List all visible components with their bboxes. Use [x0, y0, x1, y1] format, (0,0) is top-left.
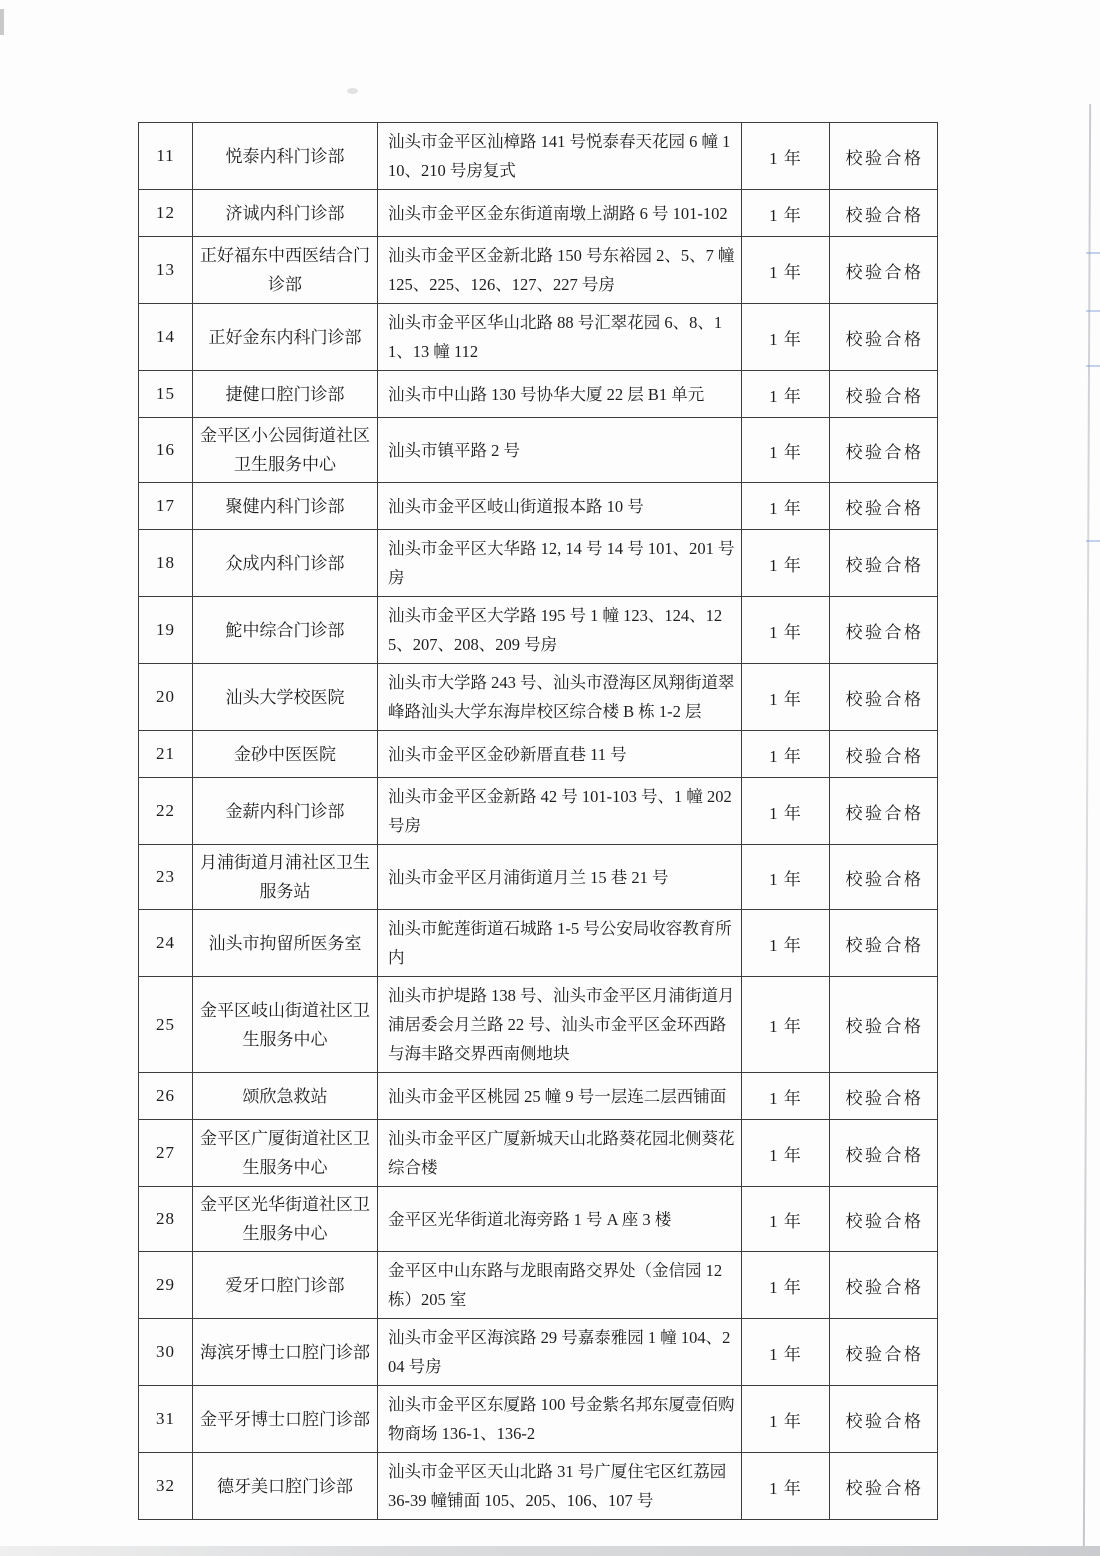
facility-address-cell: 汕头市金平区天山北路 31 号广厦住宅区红荔园 36-39 幢铺面 105、205、106、107 号 [378, 1453, 742, 1520]
row-index-cell: 16 [139, 418, 193, 483]
inspection-result-cell: 校验合格 [830, 778, 938, 845]
facility-address-cell: 汕头市金平区月浦街道月兰 15 巷 21 号 [378, 845, 742, 910]
row-index-cell: 14 [139, 304, 193, 371]
row-index-cell: 13 [139, 237, 193, 304]
facility-address-cell: 汕头市金平区金新路 42 号 101-103 号、1 幢 202 号房 [378, 778, 742, 845]
facility-name-cell: 德牙美口腔门诊部 [193, 1453, 378, 1520]
facility-address-cell: 汕头市金平区金砂新厝直巷 11 号 [378, 731, 742, 778]
inspection-result-cell: 校验合格 [830, 910, 938, 977]
inspection-result-cell: 校验合格 [830, 597, 938, 664]
facility-row [139, 1120, 938, 1187]
facility-row [139, 664, 938, 731]
inspection-period-cell: 1 年 [742, 1073, 830, 1120]
row-index-cell: 11 [139, 123, 193, 190]
facility-row [139, 597, 938, 664]
row-index-cell: 24 [139, 910, 193, 977]
inspection-result-cell: 校验合格 [830, 1453, 938, 1520]
facility-address-cell: 汕头市中山路 130 号协华大厦 22 层 B1 单元 [378, 371, 742, 418]
facility-row [139, 1073, 938, 1120]
facility-name-cell: 汕头大学校医院 [193, 664, 378, 731]
facility-address-cell: 汕头市鮀莲街道石城路 1-5 号公安局收容教育所内 [378, 910, 742, 977]
inspection-result-cell: 校验合格 [830, 483, 938, 530]
facility-address-cell: 汕头市金平区大华路 12, 14 号 14 号 101、201 号房 [378, 530, 742, 597]
inspection-result-cell: 校验合格 [830, 1252, 938, 1319]
facility-name-cell: 颂欣急救站 [193, 1073, 378, 1120]
inspection-result-cell: 校验合格 [830, 731, 938, 778]
inspection-period-cell: 1 年 [742, 597, 830, 664]
inspection-period-cell: 1 年 [742, 237, 830, 304]
facility-name-cell: 金薪内科门诊部 [193, 778, 378, 845]
inspection-result-cell: 校验合格 [830, 1073, 938, 1120]
row-index-cell: 17 [139, 483, 193, 530]
facility-row [139, 731, 938, 778]
inspection-period-cell: 1 年 [742, 778, 830, 845]
row-index-cell: 28 [139, 1187, 193, 1252]
facility-row [139, 304, 938, 371]
facility-row [139, 845, 938, 910]
facility-address-cell: 汕头市金平区大学路 195 号 1 幢 123、124、125、207、208、209 号房 [378, 597, 742, 664]
inspection-result-cell: 校验合格 [830, 1187, 938, 1252]
facility-name-cell: 众成内科门诊部 [193, 530, 378, 597]
inspection-period-cell: 1 年 [742, 731, 830, 778]
scan-artifact-left-edge [0, 9, 4, 35]
facility-address-cell: 汕头市金平区汕樟路 141 号悦泰春天花园 6 幢 110、210 号房复式 [378, 123, 742, 190]
row-index-cell: 31 [139, 1386, 193, 1453]
facility-row [139, 483, 938, 530]
facility-name-cell: 聚健内科门诊部 [193, 483, 378, 530]
facility-row [139, 1453, 938, 1520]
facility-name-cell: 捷健口腔门诊部 [193, 371, 378, 418]
row-index-cell: 22 [139, 778, 193, 845]
scan-artifact-bottom-edge [0, 1546, 1100, 1556]
facility-row [139, 418, 938, 483]
facility-name-cell: 正好金东内科门诊部 [193, 304, 378, 371]
facility-name-cell: 金砂中医医院 [193, 731, 378, 778]
facility-name-cell: 正好福东中西医结合门诊部 [193, 237, 378, 304]
inspection-period-cell: 1 年 [742, 1453, 830, 1520]
facility-row [139, 530, 938, 597]
inspection-period-cell: 1 年 [742, 190, 830, 237]
facility-address-cell: 汕头市金平区东厦路 100 号金紫名邦东厦壹佰购物商场 136-1、136-2 [378, 1386, 742, 1453]
row-index-cell: 12 [139, 190, 193, 237]
facility-name-cell: 悦泰内科门诊部 [193, 123, 378, 190]
scan-artifact-faint-blue-line [1086, 310, 1100, 312]
inspection-result-cell: 校验合格 [830, 530, 938, 597]
row-index-cell: 27 [139, 1120, 193, 1187]
inspection-period-cell: 1 年 [742, 1252, 830, 1319]
inspection-period-cell: 1 年 [742, 977, 830, 1073]
facility-row [139, 1187, 938, 1252]
inspection-period-cell: 1 年 [742, 1187, 830, 1252]
inspection-period-cell: 1 年 [742, 1120, 830, 1187]
inspection-period-cell: 1 年 [742, 664, 830, 731]
inspection-result-cell: 校验合格 [830, 371, 938, 418]
facility-row [139, 778, 938, 845]
facility-name-cell: 鮀中综合门诊部 [193, 597, 378, 664]
row-index-cell: 20 [139, 664, 193, 731]
facility-name-cell: 金平区岐山街道社区卫生服务中心 [193, 977, 378, 1073]
inspection-period-cell: 1 年 [742, 371, 830, 418]
scan-artifact-faint-blue-line [1086, 252, 1100, 254]
scan-artifact-faint-blue-line [1086, 365, 1100, 367]
row-index-cell: 19 [139, 597, 193, 664]
row-index-cell: 23 [139, 845, 193, 910]
inspection-period-cell: 1 年 [742, 304, 830, 371]
facility-address-cell: 金平区中山东路与龙眼南路交界处（金信园 12 栋）205 室 [378, 1252, 742, 1319]
facility-address-cell: 汕头市护堤路 138 号、汕头市金平区月浦街道月浦居委会月兰路 22 号、汕头市金平区金环西路与海丰路交界西南侧地块 [378, 977, 742, 1073]
facility-name-cell: 金平区小公园街道社区卫生服务中心 [193, 418, 378, 483]
inspection-period-cell: 1 年 [742, 910, 830, 977]
inspection-result-cell: 校验合格 [830, 190, 938, 237]
inspection-result-cell: 校验合格 [830, 1319, 938, 1386]
facility-address-cell: 汕头市大学路 243 号、汕头市澄海区凤翔街道翠峰路汕头大学东海岸校区综合楼 B 栋 1-2 层 [378, 664, 742, 731]
facility-address-cell: 汕头市金平区岐山街道报本路 10 号 [378, 483, 742, 530]
facility-name-cell: 海滨牙博士口腔门诊部 [193, 1319, 378, 1386]
row-index-cell: 29 [139, 1252, 193, 1319]
row-index-cell: 15 [139, 371, 193, 418]
row-index-cell: 26 [139, 1073, 193, 1120]
facility-address-cell: 汕头市镇平路 2 号 [378, 418, 742, 483]
inspection-period-cell: 1 年 [742, 483, 830, 530]
inspection-result-cell: 校验合格 [830, 237, 938, 304]
facility-name-cell: 金平牙博士口腔门诊部 [193, 1386, 378, 1453]
facility-name-cell: 月浦街道月浦社区卫生服务站 [193, 845, 378, 910]
row-index-cell: 21 [139, 731, 193, 778]
row-index-cell: 30 [139, 1319, 193, 1386]
inspection-period-cell: 1 年 [742, 1386, 830, 1453]
facility-address-cell: 汕头市金平区金东街道南墩上湖路 6 号 101-102 [378, 190, 742, 237]
scan-artifact-vertical-line [1083, 104, 1091, 1552]
scan-artifact-smudge [347, 88, 358, 94]
facility-row [139, 1252, 938, 1319]
facility-row [139, 237, 938, 304]
facility-address-cell: 汕头市金平区金新北路 150 号东裕园 2、5、7 幢 125、225、126、127、227 号房 [378, 237, 742, 304]
medical-facility-table [138, 122, 938, 1520]
scan-artifact-faint-blue-line [1086, 540, 1100, 542]
facility-name-cell: 汕头市拘留所医务室 [193, 910, 378, 977]
inspection-period-cell: 1 年 [742, 123, 830, 190]
inspection-result-cell: 校验合格 [830, 418, 938, 483]
facility-address-cell: 汕头市金平区桃园 25 幢 9 号一层连二层西铺面 [378, 1073, 742, 1120]
inspection-result-cell: 校验合格 [830, 1120, 938, 1187]
facility-row [139, 371, 938, 418]
facility-row [139, 190, 938, 237]
inspection-result-cell: 校验合格 [830, 1386, 938, 1453]
inspection-period-cell: 1 年 [742, 530, 830, 597]
facility-row [139, 977, 938, 1073]
facility-address-cell: 汕头市金平区海滨路 29 号嘉泰雅园 1 幢 104、204 号房 [378, 1319, 742, 1386]
facility-name-cell: 爱牙口腔门诊部 [193, 1252, 378, 1319]
facility-table-body [139, 123, 938, 1520]
inspection-period-cell: 1 年 [742, 1319, 830, 1386]
inspection-result-cell: 校验合格 [830, 123, 938, 190]
inspection-result-cell: 校验合格 [830, 304, 938, 371]
facility-name-cell: 济诚内科门诊部 [193, 190, 378, 237]
inspection-result-cell: 校验合格 [830, 845, 938, 910]
facility-row [139, 910, 938, 977]
inspection-result-cell: 校验合格 [830, 664, 938, 731]
facility-row [139, 1319, 938, 1386]
facility-name-cell: 金平区光华街道社区卫生服务中心 [193, 1187, 378, 1252]
facility-name-cell: 金平区广厦街道社区卫生服务中心 [193, 1120, 378, 1187]
row-index-cell: 32 [139, 1453, 193, 1520]
row-index-cell: 25 [139, 977, 193, 1073]
facility-row [139, 1386, 938, 1453]
facility-address-cell: 汕头市金平区华山北路 88 号汇翠花园 6、8、11、13 幢 112 [378, 304, 742, 371]
row-index-cell: 18 [139, 530, 193, 597]
facility-address-cell: 汕头市金平区广厦新城天山北路葵花园北侧葵花综合楼 [378, 1120, 742, 1187]
inspection-period-cell: 1 年 [742, 845, 830, 910]
facility-address-cell: 金平区光华街道北海旁路 1 号 A 座 3 楼 [378, 1187, 742, 1252]
facility-row [139, 123, 938, 190]
inspection-result-cell: 校验合格 [830, 977, 938, 1073]
inspection-period-cell: 1 年 [742, 418, 830, 483]
